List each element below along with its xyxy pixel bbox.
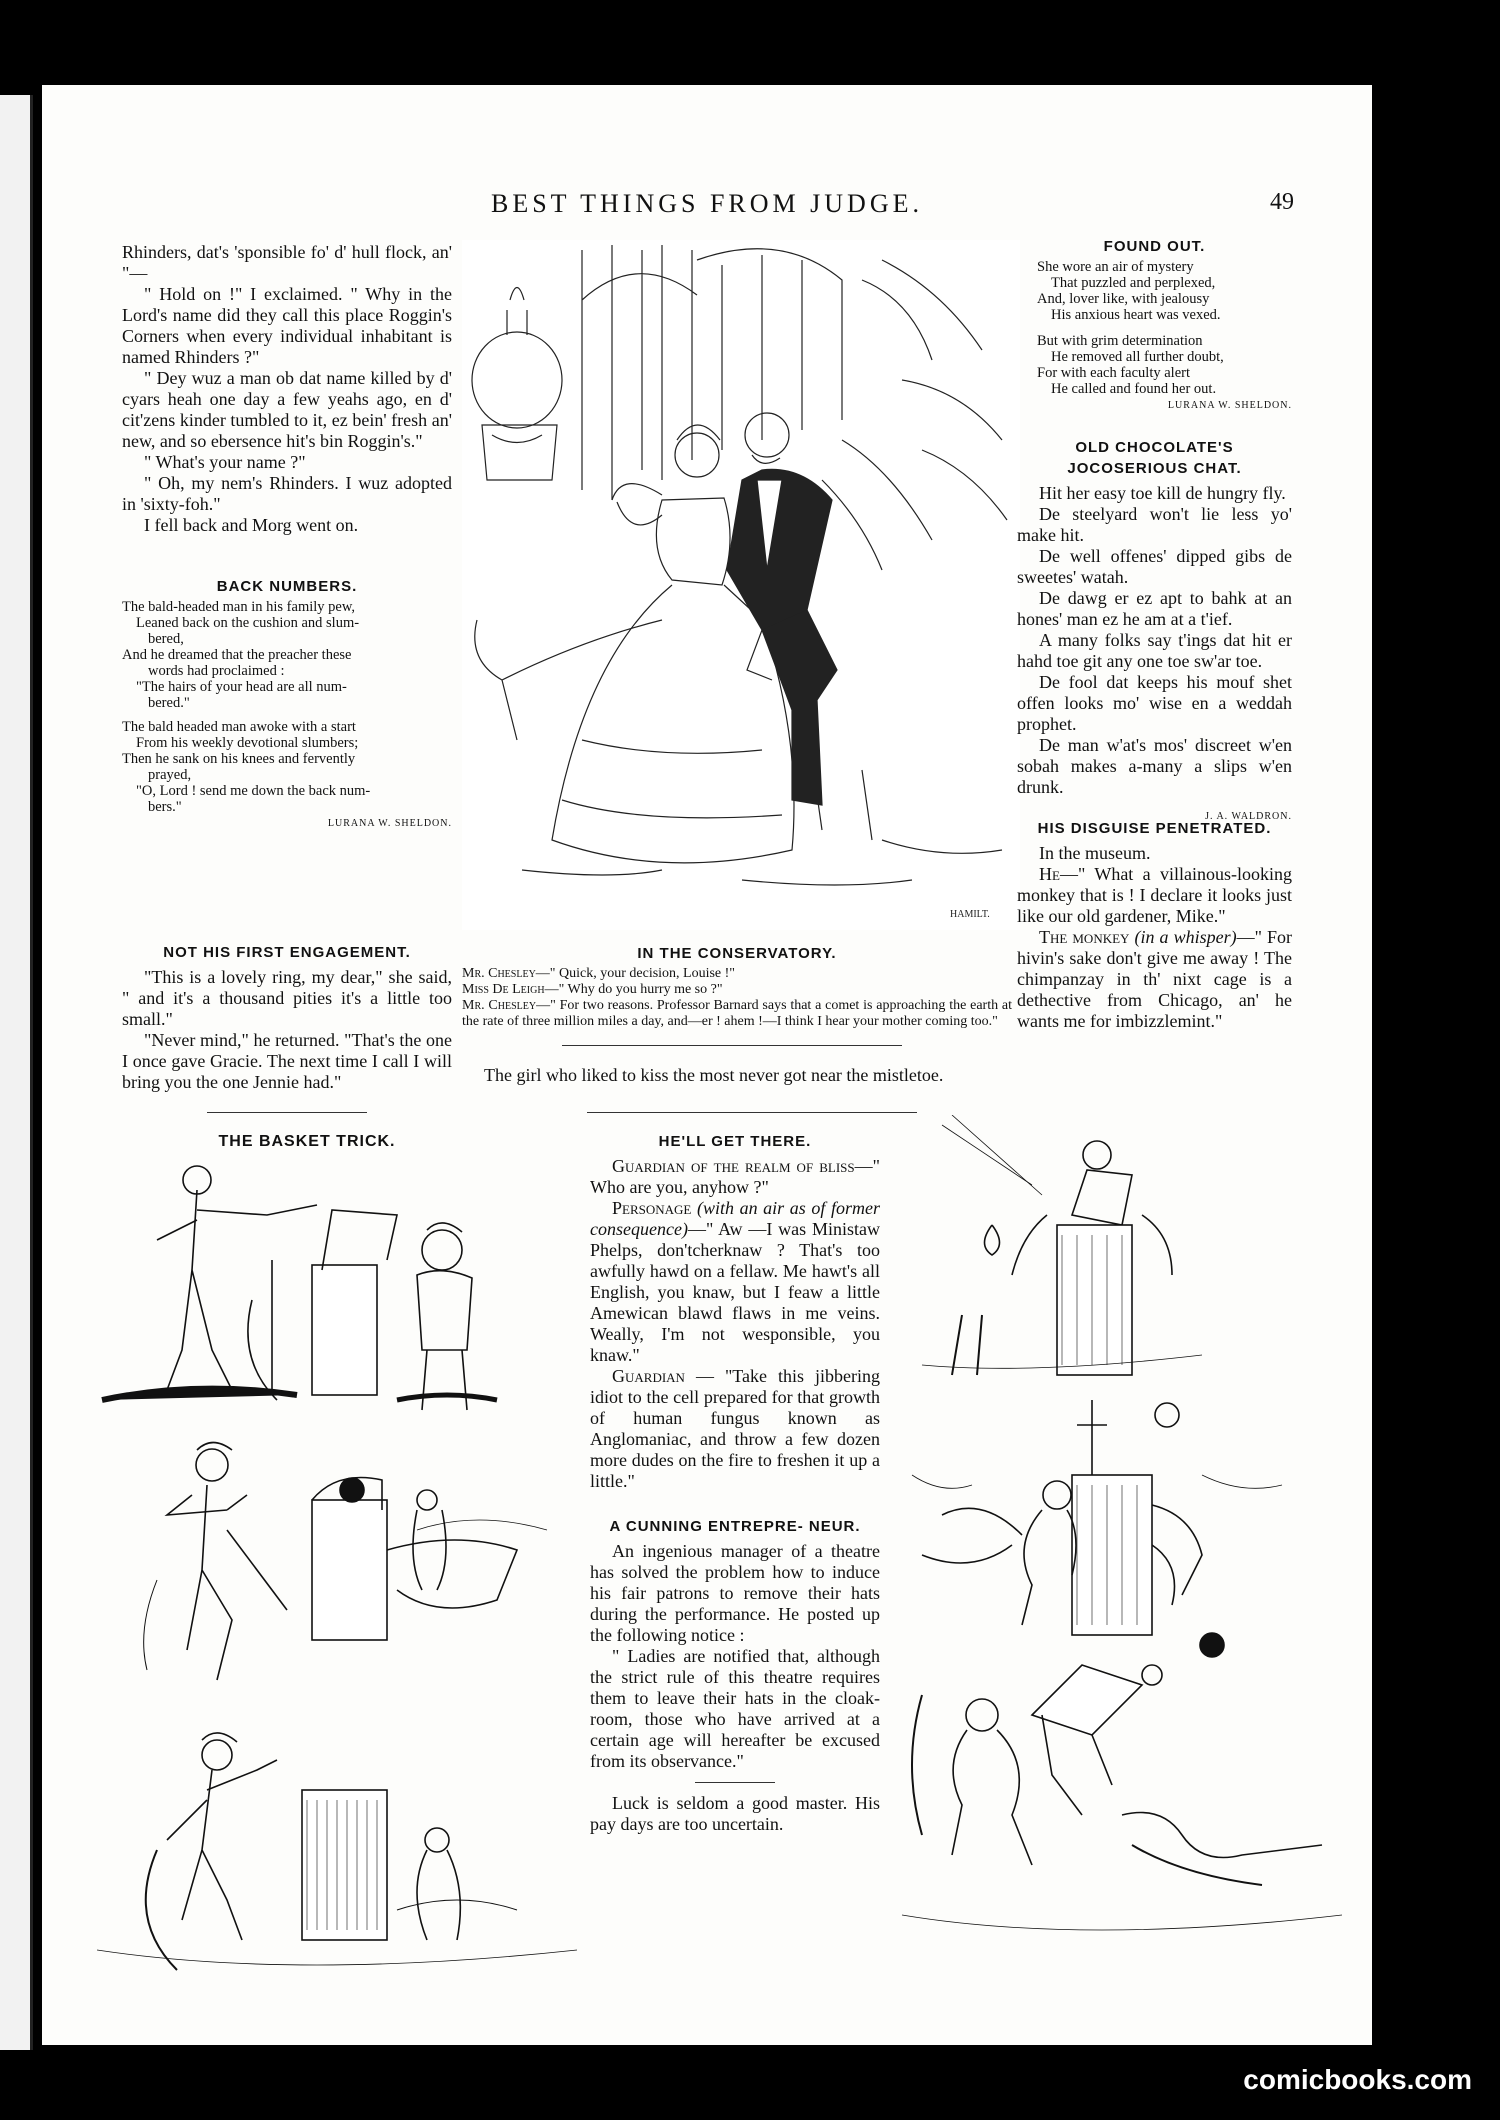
- artist-signature: HAMILT.: [950, 909, 990, 920]
- story-paragraph: [1017, 927, 1292, 1032]
- saying: De steelyard won't lie less yo' make hit.: [1017, 504, 1292, 545]
- poem-line: "O, Lord ! send me down the back num-: [136, 783, 371, 799]
- dialogue-line: [462, 998, 1012, 1030]
- section-byline: J. A. WALDRON.: [1205, 811, 1292, 822]
- site-watermark: comicbooks.com: [1243, 2064, 1472, 2095]
- poem-title: BACK NUMBERS.: [216, 578, 358, 595]
- section-title: NOT HIS FIRST ENGAGEMENT.: [163, 944, 411, 961]
- story-paragraph: " Hold on !" I exclaimed. " Why in the Lord's name did they call this place Roggin's Corners when every individual inhabitant is named Rhinders ?": [122, 284, 452, 367]
- poem-line: But with grim determination: [1037, 333, 1203, 349]
- hell-get-there-column: [590, 1131, 880, 1835]
- poem-title: FOUND OUT.: [1103, 238, 1206, 255]
- section-title: IN THE CONSERVATORY.: [637, 945, 837, 962]
- saying: Hit her easy toe kill de hungry fly.: [1039, 483, 1286, 503]
- speaker-name: Mr. Chesley: [462, 966, 536, 981]
- speaker-name: Personage: [612, 1198, 692, 1218]
- poem-line: The bald-headed man in his family pew,: [122, 599, 355, 615]
- story-paragraph: " Dey wuz a man ob dat name killed by d' cyars heah one day a few yeahs ago, en d' cit'zens kinder tumbled to it, ez bein' fresh an' new, and so ebersence hit's bin Roggin's.": [122, 368, 452, 451]
- magazine-page: [42, 85, 1372, 2045]
- page-number: 49: [1270, 189, 1294, 215]
- poem-line: From his weekly devotional slumbers;: [136, 735, 359, 751]
- story-paragraph: [1017, 864, 1292, 927]
- poem-line: bers.": [148, 799, 182, 815]
- speaker-name: Guardian of the realm of bliss: [612, 1156, 855, 1176]
- story-paragraph: [590, 1156, 880, 1198]
- poem-stanza: [1017, 259, 1292, 323]
- divider: [562, 1045, 902, 1046]
- poem-line: Leaned back on the cushion and slum-: [136, 615, 360, 631]
- poem-line: And he dreamed that the preacher these: [122, 647, 352, 663]
- poem-line: prayed,: [148, 767, 192, 783]
- story-paragraph: In the museum.: [1039, 843, 1151, 863]
- comic-title: THE BASKET TRICK.: [218, 1133, 396, 1150]
- poem-stanza: [1017, 333, 1292, 397]
- story-paragraph: An ingenious manager of a theatre has solved the problem how to induce his fair patrons to remove their hats during the performance. He posted up the following notice :: [590, 1541, 880, 1645]
- page-header: BEST THINGS FROM JUDGE.: [491, 189, 923, 218]
- story-paragraph: I fell back and Morg went on.: [144, 515, 359, 535]
- conservatory-caption: [462, 945, 1012, 1030]
- divider: [587, 1112, 917, 1113]
- poem-byline: LURANA W. SHELDON.: [1167, 400, 1292, 411]
- speaker-name: The monkey: [1039, 927, 1130, 947]
- saying: A many folks say t'ings dat hit er hahd toe git any one toe sw'ar toe.: [1017, 630, 1292, 671]
- poem-line: "The hairs of your head are all num-: [136, 679, 347, 695]
- story-paragraph: [590, 1366, 880, 1492]
- section-title: HE'LL GET THERE.: [658, 1133, 812, 1150]
- speaker-name: Miss De Leigh: [462, 982, 545, 997]
- poem-line: And, lover like, with jealousy: [1037, 291, 1210, 307]
- poem-line: He removed all further doubt,: [1051, 349, 1224, 365]
- disguise-column: [1017, 818, 1292, 1032]
- poem-stanza: [122, 599, 452, 711]
- section-title: OLD CHOCOLATE'S JOCOSERIOUS CHAT.: [1067, 439, 1242, 477]
- stage-direction: (with an air as of former consequence): [590, 1198, 881, 1239]
- saying: De well offenes' dipped gibs de sweetes' watah.: [1017, 546, 1292, 587]
- facing-page-edge: [0, 95, 33, 2050]
- saying: De dawg er ez apt to bahk at an hones' man ez he am at a t'ief.: [1017, 588, 1292, 629]
- back-numbers-poem: [122, 578, 452, 829]
- speaker-name: Guardian: [612, 1366, 685, 1386]
- poem-line: His anxious heart was vexed.: [1051, 307, 1221, 323]
- saying: De man w'at's mos' discreet w'en sobah makes a-many a slips w'en drunk.: [1017, 735, 1292, 797]
- story-paragraph: " What's your name ?": [144, 452, 306, 472]
- old-chocolate-column: [1017, 437, 1292, 827]
- story-paragraph: "This is a lovely ring, my dear," she said, " and it's a thousand pities it's a little too small.": [122, 967, 452, 1029]
- dialogue-text: —" Aw —I was Ministaw Phelps, don'tcherknaw ? That's too awfully hawd on a fellaw. Me hawt's all English, you knaw, but I feaw a little Amewican blawd flaws in me veins. Weally, I'm not wesponsible, you knaw.": [590, 1219, 880, 1365]
- poem-line: Then he sank on his knees and fervently: [122, 751, 356, 767]
- story-paragraph: " Ladies are notified that, although the strict rule of this theatre requires them to leave their hats in the cloak-room, those who have arrived at a certain age will hereafter be excused from its observance.": [590, 1646, 880, 1771]
- dialogue-line: [462, 982, 1012, 998]
- poem-line: That puzzled and perplexed,: [1051, 275, 1216, 291]
- engagement-column: [122, 942, 452, 1093]
- caption-text: [462, 966, 1012, 1030]
- basket-trick-left-panels: [97, 1150, 587, 2020]
- poem-line: He called and found her out.: [1051, 381, 1217, 397]
- poem-line: The bald headed man awoke with a start: [122, 719, 356, 735]
- couple-on-settee-drawing: [462, 240, 1020, 930]
- dialogue-line: [462, 966, 1012, 982]
- dialogue-text: —" What a villainous-looking monkey that is ! I declare it looks just like our old gardener, Mike.": [1017, 864, 1292, 926]
- story-paragraph: "Never mind," he returned. "That's the one I once gave Gracie. The next time I call I will bring you the one Jennie had.": [122, 1030, 452, 1092]
- saying: De fool dat keeps his mouf shet offen looks mo' wise en a weddah prophet.: [1017, 672, 1292, 734]
- mistletoe-epigram: [462, 1065, 1012, 1086]
- dialogue-text: —" Quick, your decision, Louise !": [535, 966, 736, 981]
- divider: [207, 1112, 367, 1113]
- dialogue-text: —" Why do you hurry me so ?": [544, 982, 723, 997]
- rhinders-story: [122, 242, 452, 536]
- dialogue-text: —" For two reasons. Professor Barnard says that a comet is approaching the earth at the rate of three million miles a day, and—er ! ahem !—I think I hear your mother coming too.": [462, 998, 1012, 1029]
- poem-byline: LURANA W. SHELDON.: [327, 818, 452, 829]
- speaker-name: He: [1039, 864, 1060, 884]
- story-paragraph: [590, 1198, 880, 1366]
- section-title: A CUNNING ENTREPRE- NEUR.: [609, 1518, 861, 1535]
- epigram-text: The girl who liked to kiss the most never got near the mistletoe.: [484, 1065, 944, 1085]
- poem-stanza: [122, 719, 452, 815]
- divider: [695, 1782, 775, 1783]
- poem-line: For with each faculty alert: [1037, 365, 1190, 381]
- dialogue-text: —" For hivin's sake don't give me away ! The chimpanzay in th' nixt cage is a dethective from Chicago, an' he wants me for imbizzlemint.": [1017, 927, 1293, 1031]
- story-paragraph: " Oh, my nem's Rhinders. I wuz adopted in 'sixty-foh.": [122, 473, 452, 514]
- poem-line: She wore an air of mystery: [1037, 259, 1194, 275]
- section-title: HIS DISGUISE PENETRATED.: [1037, 820, 1272, 837]
- basket-trick-right-panels: [882, 1115, 1362, 2015]
- conservatory-illustration: [462, 240, 1020, 930]
- dialogue-text: — "Take this jibbering idiot to the cell prepared for that growth of human fungus known as Anglomaniac, and throw a few dozen more dudes on the fire to freshen it up a little.": [590, 1366, 880, 1491]
- dialogue-text: —" Who are you, anyhow ?": [590, 1156, 880, 1197]
- story-paragraph: Rhinders, dat's 'sponsible fo' d' hull flock, an' "—: [122, 242, 452, 283]
- found-out-poem: [1017, 238, 1292, 411]
- poem-line: bered,: [148, 631, 184, 647]
- poem-line: bered.": [148, 695, 190, 711]
- speaker-name: Mr. Chesley: [462, 998, 537, 1013]
- stage-direction: (in a whisper): [1134, 927, 1237, 947]
- story-paragraph: Luck is seldom a good master. His pay days are too uncertain.: [590, 1793, 880, 1834]
- poem-line: words had proclaimed :: [148, 663, 285, 679]
